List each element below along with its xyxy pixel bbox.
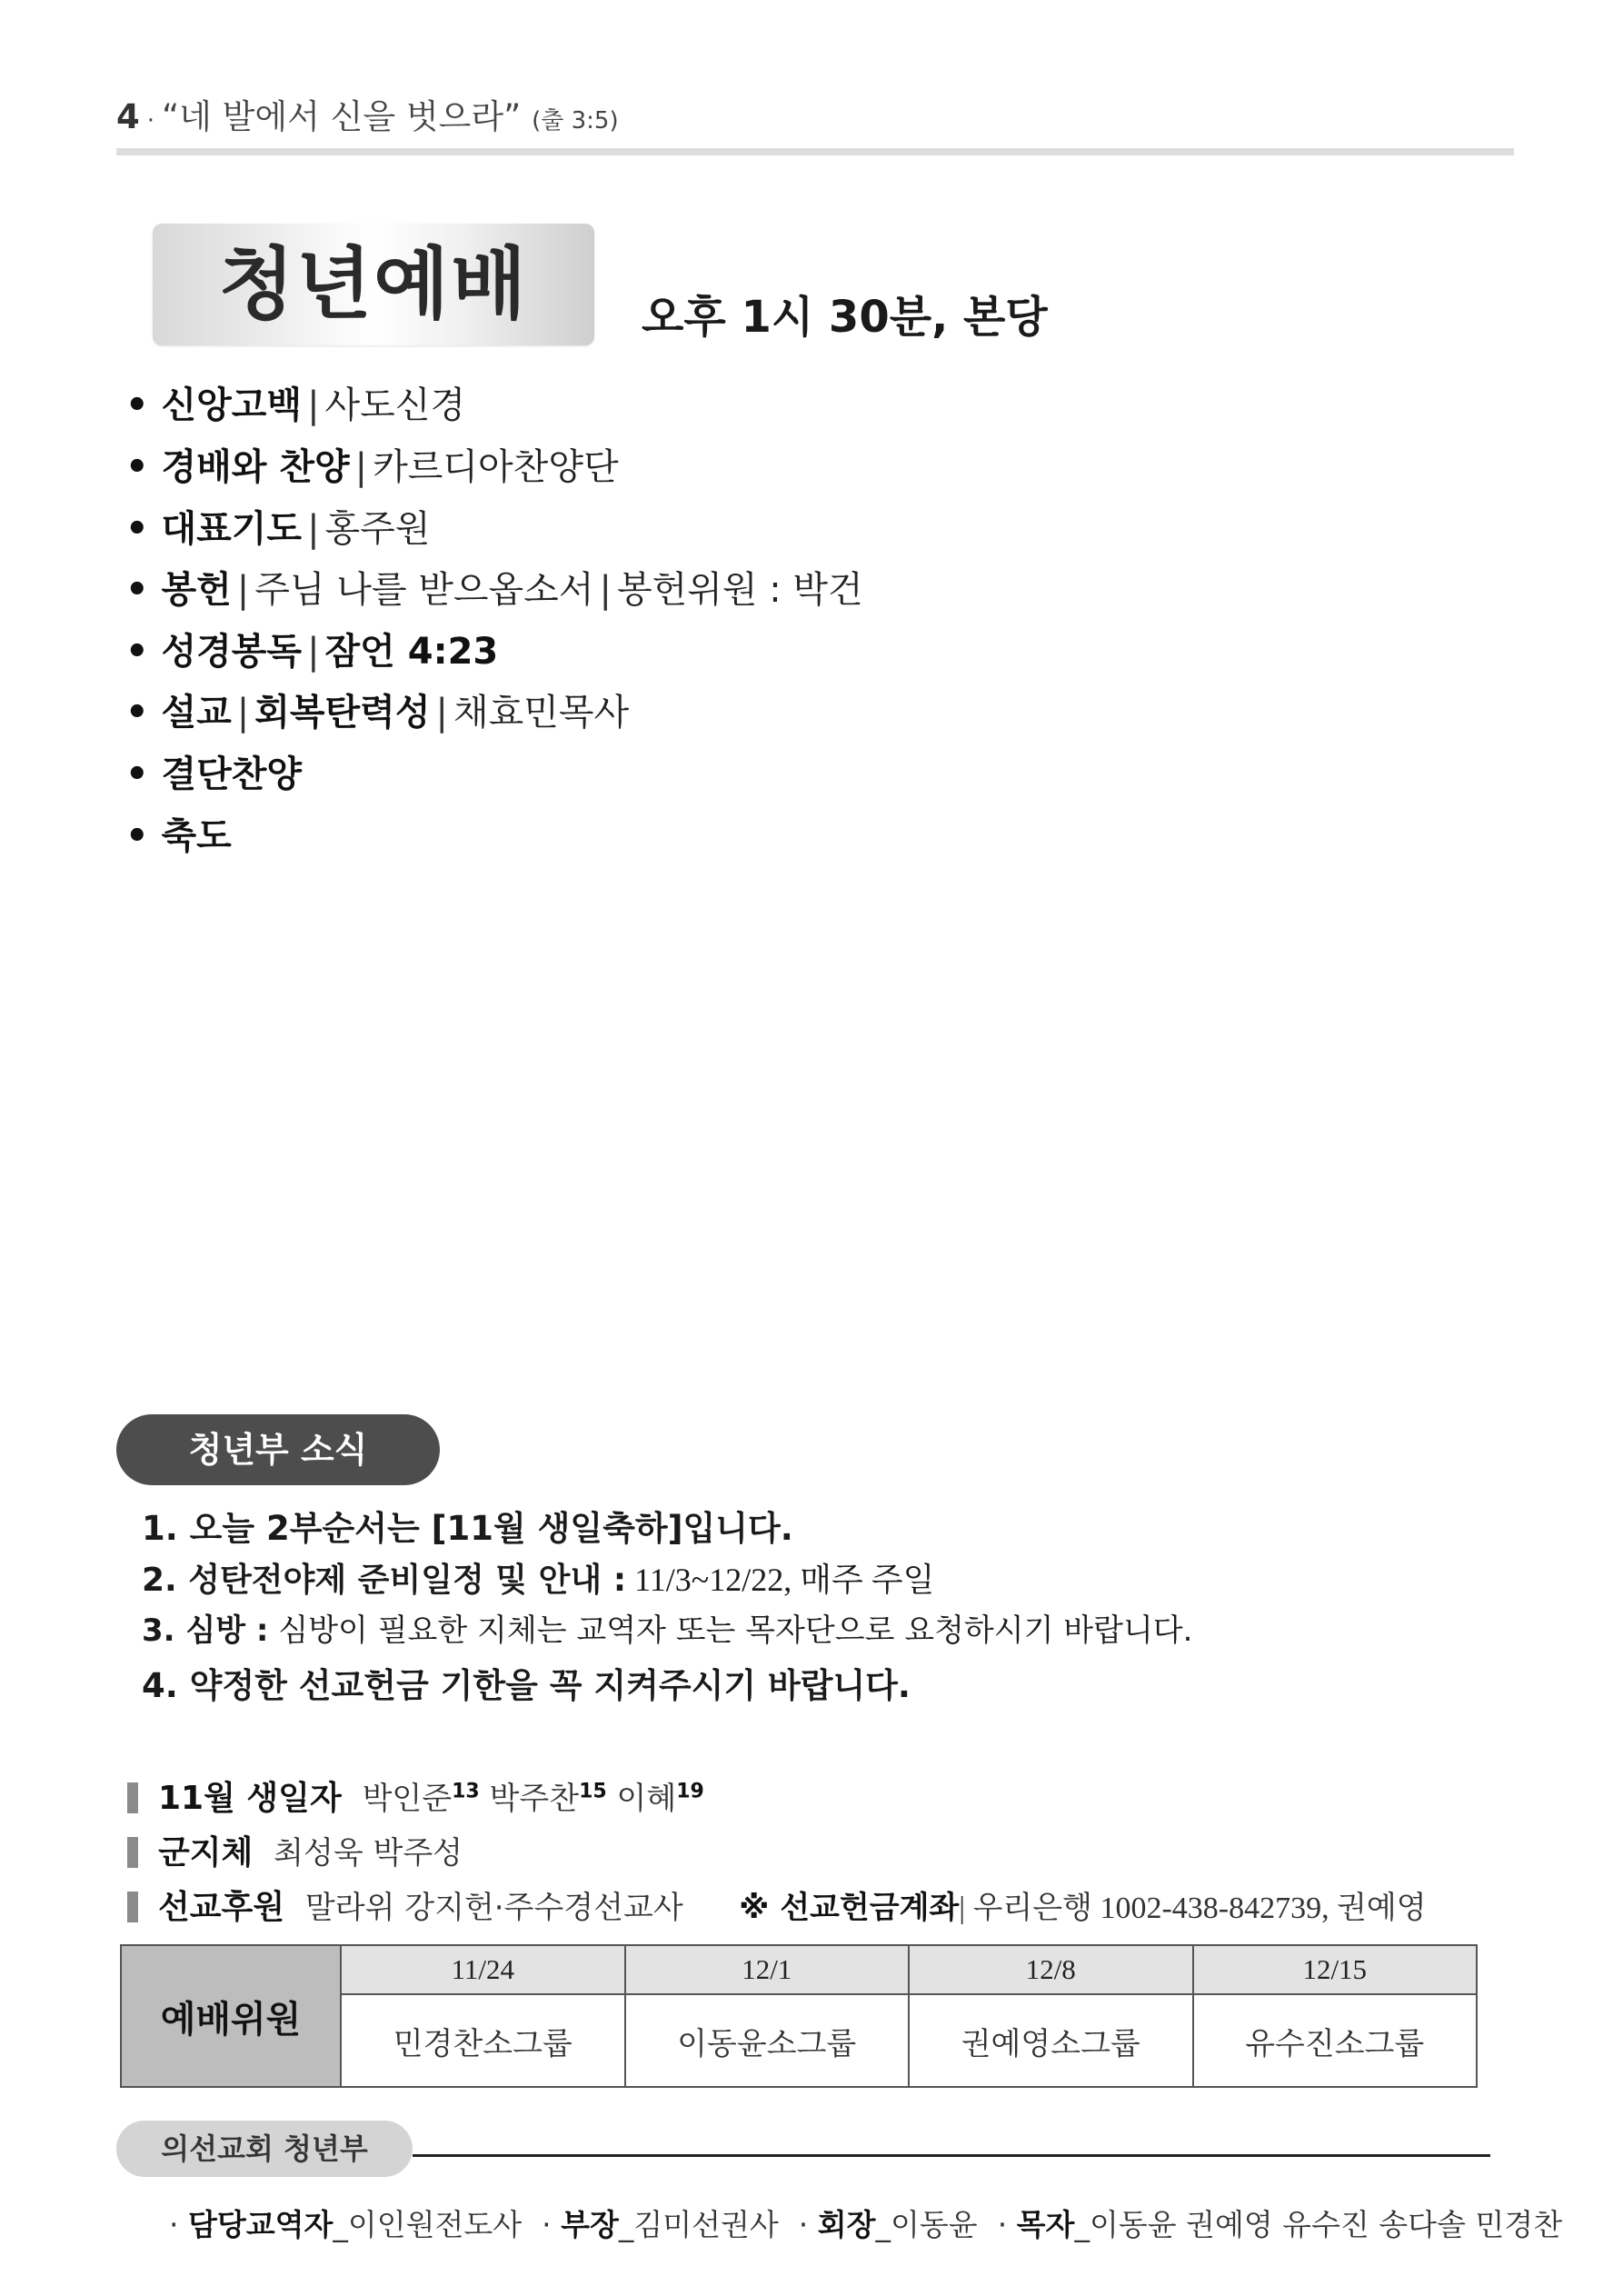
staff-role: 목자 bbox=[1016, 2207, 1075, 2242]
birthday-day: 19 bbox=[676, 1780, 704, 1803]
staff-line bbox=[169, 2201, 1562, 2244]
order-label: 신앙고백 bbox=[161, 384, 303, 426]
footer-divider bbox=[413, 2154, 1490, 2157]
duty-date: 11/24 bbox=[341, 1945, 625, 1994]
order-detail: 주님 나를 받으옵소서 bbox=[254, 569, 594, 611]
duty-date: 12/8 bbox=[909, 1945, 1193, 1994]
duty-date: 12/15 bbox=[1193, 1945, 1478, 1994]
news-item-text: 11/3~12/22, 매주 주일 bbox=[626, 1562, 935, 1598]
bullet-bar bbox=[127, 1892, 138, 1922]
military-label: 군지체 bbox=[158, 1834, 254, 1872]
staff-role: 부장 bbox=[561, 2207, 619, 2242]
order-separator: | bbox=[307, 384, 320, 426]
bullet-bar bbox=[127, 1782, 138, 1813]
news-item-heading: 3. 심방 : bbox=[142, 1612, 269, 1649]
staff-names: _김미선권사 bbox=[618, 2207, 779, 2242]
order-separator: | bbox=[307, 508, 320, 550]
birthday-name: 박인준 bbox=[362, 1781, 453, 1817]
news-item-heading: 1. 오늘 2부순서는 [11월 생일축하]입니다. bbox=[142, 1509, 793, 1548]
order-item bbox=[125, 438, 619, 490]
order-bullet: • bbox=[125, 569, 162, 611]
news-item-text: 심방이 필요한 지체는 교역자 또는 목자단으로 요청하시기 바랍니다. bbox=[268, 1612, 1193, 1649]
staff-dot: · bbox=[542, 2207, 562, 2242]
news-item bbox=[142, 1554, 934, 1601]
order-bullet: • bbox=[125, 384, 162, 426]
duty-group: 이동윤소그룹 bbox=[625, 1994, 910, 2087]
order-bullet: • bbox=[125, 508, 162, 550]
news-item bbox=[142, 1658, 911, 1707]
order-bullet: • bbox=[125, 631, 162, 673]
duty-date: 12/1 bbox=[625, 1945, 910, 1994]
order-detail: 채효민목사 bbox=[453, 692, 630, 734]
order-label: 축도 bbox=[161, 815, 232, 857]
order-separator: | bbox=[599, 569, 612, 611]
account-text: | 우리은행 1002-438-842739, 권예영 bbox=[959, 1892, 1427, 1925]
header-reference: (출 3:5) bbox=[532, 107, 619, 135]
order-separator: | bbox=[435, 692, 448, 734]
military-names: 최성욱 박주성 bbox=[274, 1835, 463, 1872]
order-label: 성경봉독 bbox=[161, 631, 303, 673]
mission-text: 말라위 강지헌·주수경선교사 bbox=[304, 1890, 683, 1926]
order-item bbox=[125, 561, 863, 613]
staff-names: _이동윤 권예영 유수진 송다솔 민경찬 bbox=[1074, 2207, 1563, 2242]
order-detail: 회복탄력성 bbox=[254, 692, 431, 734]
order-label: 설교 bbox=[161, 692, 232, 734]
service-title: 청년예배 bbox=[218, 239, 529, 330]
order-item bbox=[125, 807, 232, 859]
birthday-line bbox=[127, 1772, 704, 1819]
staff-role: 회장 bbox=[817, 2207, 876, 2242]
news-item-heading: 2. 성탄전야제 준비일정 및 안내 : bbox=[142, 1562, 627, 1599]
order-detail: 잠언 4:23 bbox=[324, 631, 499, 673]
account-label: ※ 선교헌금계좌 bbox=[739, 1890, 960, 1926]
staff-dot: · bbox=[798, 2207, 818, 2242]
staff-dot: · bbox=[169, 2207, 188, 2242]
order-detail: 홍주원 bbox=[324, 508, 431, 550]
duty-group: 권예영소그룹 bbox=[909, 1994, 1193, 2087]
duty-group: 민경찬소그룹 bbox=[341, 1994, 625, 2087]
mission-line bbox=[127, 1882, 1427, 1928]
order-item bbox=[125, 684, 629, 735]
order-bullet: • bbox=[125, 815, 162, 857]
birthday-day: 15 bbox=[579, 1780, 607, 1803]
birthday-people bbox=[363, 1781, 704, 1817]
news-item-heading: 4. 약정한 선교헌금 기한을 꼭 지켜주시기 바랍니다. bbox=[142, 1666, 911, 1705]
news-item bbox=[142, 1605, 1192, 1650]
order-label: 봉헌 bbox=[161, 569, 232, 611]
order-bullet: • bbox=[125, 446, 162, 488]
order-bullet: • bbox=[125, 692, 162, 734]
staff-names: _이인원전도사 bbox=[333, 2207, 523, 2242]
staff-names: _이동윤 bbox=[875, 2207, 978, 2242]
header-divider bbox=[116, 148, 1514, 155]
order-separator: | bbox=[307, 631, 320, 673]
order-separator: | bbox=[354, 446, 368, 488]
order-item bbox=[125, 745, 302, 797]
footer-org-name: 의선교회 청년부 bbox=[161, 2131, 368, 2166]
header-quote: “네 발에서 신을 벗으라” bbox=[162, 97, 522, 136]
duty-table bbox=[120, 1944, 1478, 2088]
order-item bbox=[125, 500, 430, 552]
order-detail: 봉헌위원 : 박건 bbox=[616, 569, 863, 611]
service-time-place: 오후 1시 30분, 본당 bbox=[642, 292, 1048, 343]
duty-label: 예배위원 bbox=[121, 1945, 341, 2087]
order-label: 결단찬양 bbox=[161, 754, 303, 795]
bullet-bar bbox=[127, 1837, 138, 1868]
order-detail: 사도신경 bbox=[324, 384, 466, 426]
military-line bbox=[127, 1827, 463, 1873]
news-item bbox=[142, 1501, 793, 1550]
birthday-label: 11월 생일자 bbox=[158, 1780, 342, 1817]
news-section-title: 청년부 소식 bbox=[188, 1430, 368, 1470]
order-item bbox=[125, 623, 498, 674]
birthday-name: 박주찬 bbox=[489, 1781, 580, 1817]
duty-group: 유수진소그룹 bbox=[1193, 1994, 1478, 2087]
duty-date-row bbox=[121, 1945, 1477, 1994]
order-detail: 카르디아찬양단 bbox=[373, 446, 619, 488]
birthday-name: 이혜 bbox=[616, 1781, 677, 1817]
order-item bbox=[125, 376, 465, 428]
staff-dot: · bbox=[997, 2207, 1017, 2242]
order-bullet: • bbox=[125, 754, 162, 795]
order-separator: | bbox=[236, 692, 250, 734]
birthday-day: 13 bbox=[452, 1780, 480, 1803]
order-separator: | bbox=[236, 569, 250, 611]
order-label: 대표기도 bbox=[161, 508, 303, 550]
header-dot: · bbox=[146, 107, 155, 135]
mission-label: 선교후원 bbox=[158, 1889, 285, 1926]
page-number: 4 bbox=[116, 97, 140, 136]
order-label: 경배와 찬양 bbox=[161, 446, 350, 488]
staff-role: 담당교역자 bbox=[187, 2207, 334, 2242]
page-header bbox=[116, 89, 619, 138]
